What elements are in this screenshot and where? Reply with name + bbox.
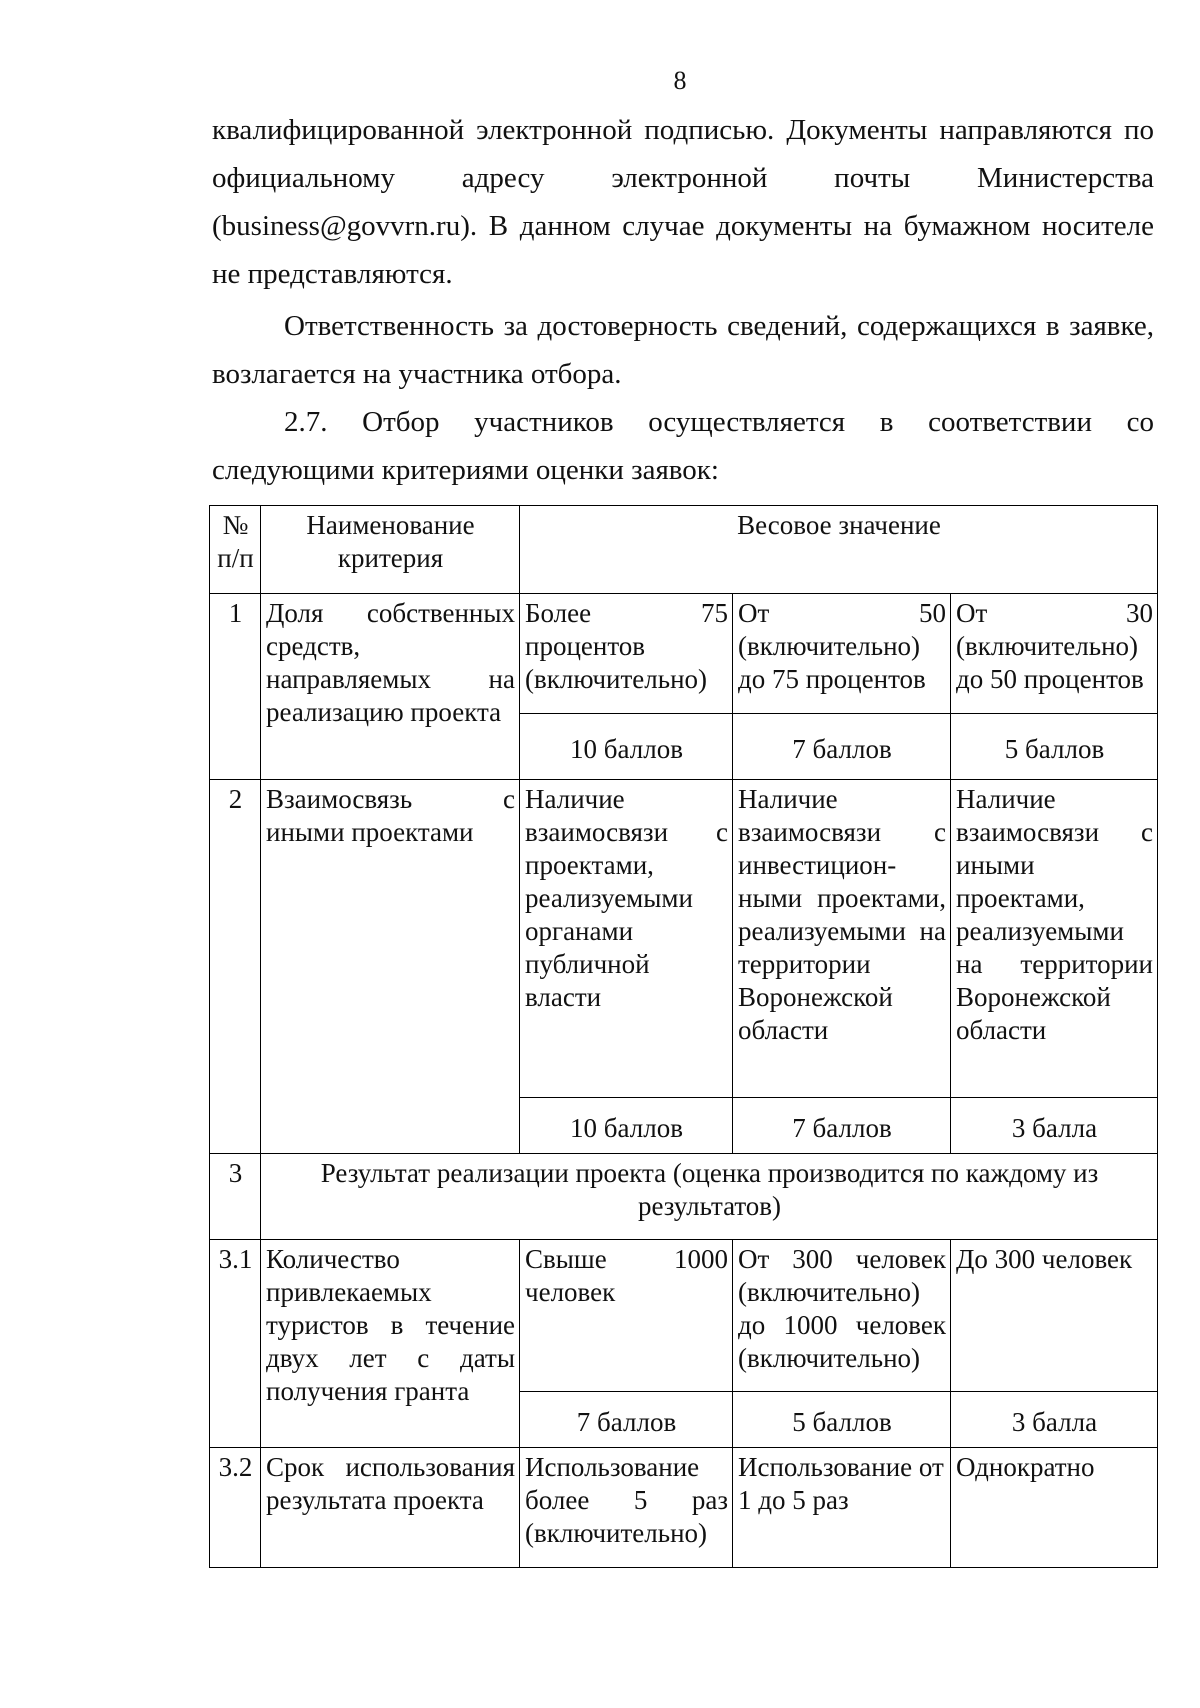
row1-num: 1 (210, 594, 261, 780)
row31-option-3: До 300 человек (951, 1240, 1158, 1392)
row2-criterion: Взаимосвязь с иными проектами (261, 780, 520, 1154)
row2-option-1: Наличие взаимосвязи с проектами, реализуемыми органами публичной власти (520, 780, 733, 1098)
paragraph-responsibility: Ответственность за достоверность сведений, содержащихся в заявке, возлагается на участника отбора. (212, 310, 1154, 390)
row31-num: 3.1 (210, 1240, 261, 1448)
table-row (210, 1154, 1158, 1240)
row31-option-2: От 300 человек (включительно) до 1000 человек (включительно) (733, 1240, 951, 1392)
row2-score-2: 7 баллов (733, 1098, 951, 1154)
table-row (210, 780, 1158, 1098)
page-number: 8 (673, 66, 687, 95)
header-weight: Весовое значение (520, 506, 1158, 594)
row1-option-2: От 50 (включительно) до 75 процентов (733, 594, 951, 714)
row32-option-1: Использование более 5 раз (включительно) (520, 1448, 733, 1568)
row3-num: 3 (210, 1154, 261, 1240)
table-row (210, 594, 1158, 714)
row1-score-1: 10 баллов (520, 714, 733, 780)
row32-option-3: Однократно (951, 1448, 1158, 1568)
table-row (210, 1240, 1158, 1392)
header-num: № п/п (210, 506, 261, 594)
row31-criterion: Количество привлекаемых туристов в течение двух лет с даты получения гранта (261, 1240, 520, 1448)
paragraph-submission: квалифицированной электронной подписью. Документы направляются по официальному адресу электронной почты Министерства (business@govvrn.ru). В данном случае документы на бумажном носителе не представляются. (212, 114, 1154, 290)
row32-option-2: Использование от 1 до 5 раз (733, 1448, 951, 1568)
row32-num: 3.2 (210, 1448, 261, 1568)
row2-option-2: Наличие взаимосвязи с инвестицион-ными проектами, реализуемыми на территории Воронежской области (733, 780, 951, 1098)
row31-score-3: 3 балла (951, 1392, 1158, 1448)
row2-score-1: 10 баллов (520, 1098, 733, 1154)
row2-num: 2 (210, 780, 261, 1154)
row31-score-1: 7 баллов (520, 1392, 733, 1448)
row1-score-2: 7 баллов (733, 714, 951, 780)
row32-criterion: Срок использования результата проекта (261, 1448, 520, 1568)
row3-result-heading: Результат реализации проекта (оценка производится по каждому из результатов) (261, 1154, 1158, 1240)
row2-score-3: 3 балла (951, 1098, 1158, 1154)
table-row (210, 1448, 1158, 1568)
paragraph-selection-criteria: 2.7. Отбор участников осуществляется в соответствии со следующими критериями оценки заявок: (212, 406, 1154, 486)
criteria-table (209, 505, 1158, 1568)
row1-score-3: 5 баллов (951, 714, 1158, 780)
row1-option-1: Более 75 процентов (включительно) (520, 594, 733, 714)
header-criterion-name: Наименование критерия (261, 506, 520, 594)
row2-option-3: Наличие взаимосвязи с иными проектами, реализуемыми на территории Воронежской области (951, 780, 1158, 1098)
row1-criterion: Доля собственных средств, направляемых на реализацию проекта (261, 594, 520, 780)
table-header-row (210, 506, 1158, 594)
row1-option-3: От 30 (включительно) до 50 процентов (951, 594, 1158, 714)
row31-score-2: 5 баллов (733, 1392, 951, 1448)
row31-option-1: Свыше 1000 человек (520, 1240, 733, 1392)
